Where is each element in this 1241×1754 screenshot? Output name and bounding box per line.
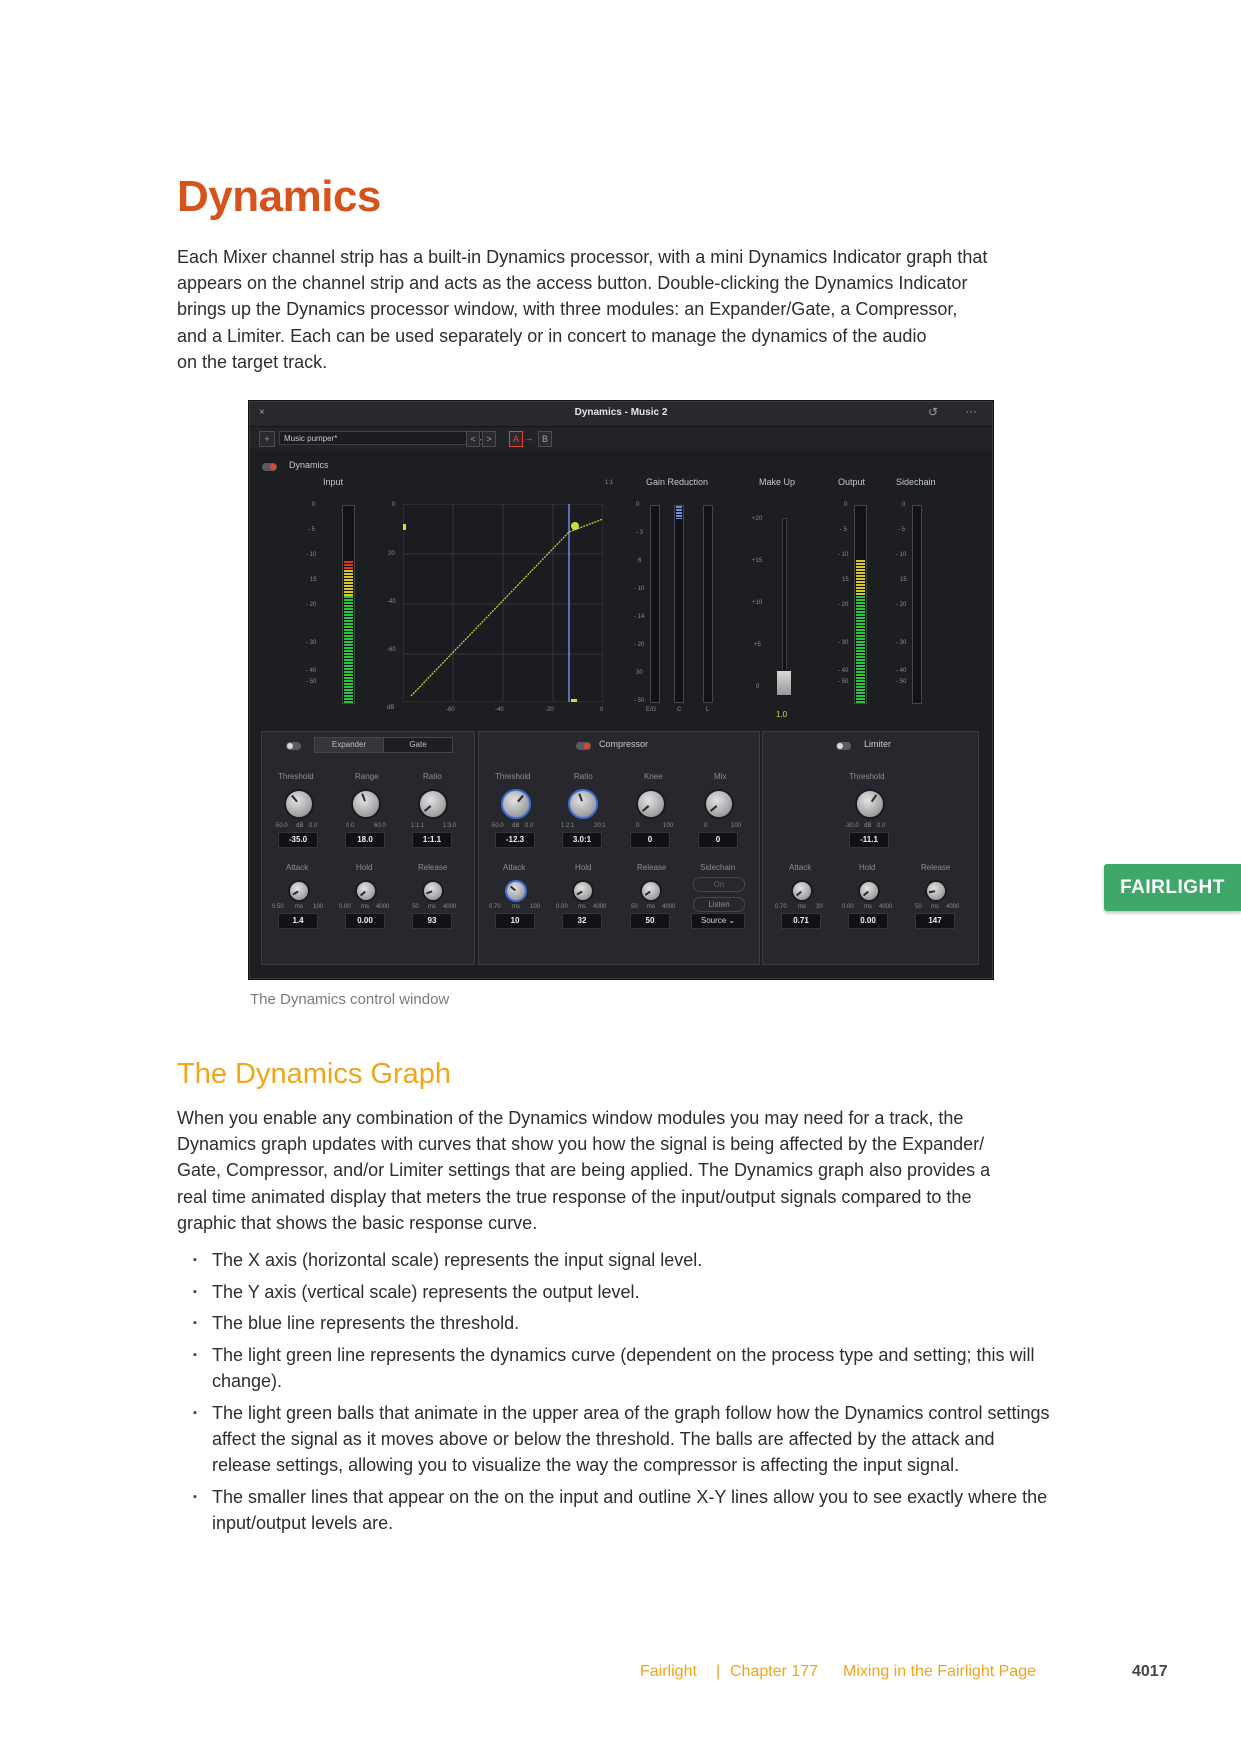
limiter-threshold-knob[interactable] <box>855 789 885 819</box>
knob-max: 4000 <box>593 904 607 910</box>
knob-max: 4000 <box>662 904 676 910</box>
makeup-tick: +15 <box>752 558 763 564</box>
knob-unit: ms <box>361 904 369 910</box>
footer-chapter: Chapter 177 <box>730 1663 819 1680</box>
copy-arrow-icon[interactable]: → <box>524 433 534 443</box>
intro-line: Each Mixer channel strip has a built-in Dynamics processor, with a mini Dynamics Indicator graph that <box>177 247 988 267</box>
scale-tick: - 10 <box>838 552 849 558</box>
preset-select[interactable] <box>279 431 489 445</box>
chapter-side-tab[interactable]: FAIRLIGHT <box>1104 864 1241 911</box>
bullet-list <box>177 1247 1057 1542</box>
knob-unit: ms <box>512 904 520 910</box>
input-label: Input <box>323 477 344 487</box>
compressor-release-knob[interactable] <box>640 880 662 902</box>
control-label: Threshold <box>278 772 314 781</box>
prev-preset-button[interactable]: < <box>466 431 480 447</box>
gr-tick: 6 <box>638 558 642 564</box>
scale-tick: 15 <box>842 577 849 583</box>
graph-y-tick: 20 <box>388 551 395 557</box>
next-preset-button[interactable]: > <box>482 431 496 447</box>
page-title: Dynamics <box>177 172 381 221</box>
makeup-tick: +5 <box>754 642 761 648</box>
makeup-value: 1.0 <box>776 710 788 719</box>
dynamics-window <box>249 401 993 979</box>
level-ball <box>571 522 579 530</box>
graph-y-tick: -40 <box>387 599 396 605</box>
control-label: Knee <box>644 772 663 781</box>
make-up-label: Make Up <box>759 477 796 487</box>
page-number: 4017 <box>1132 1663 1168 1680</box>
dynamics-graph <box>403 504 603 702</box>
expander-gr-meter <box>650 505 660 703</box>
list-item: ▪ The X axis (horizontal scale) represents the input signal level. <box>177 1247 1057 1273</box>
figure-caption: The Dynamics control window <box>250 991 450 1008</box>
compressor-toggle[interactable] <box>576 742 591 750</box>
output-level-marker <box>403 524 406 530</box>
sidechain-label: Sidechain <box>896 477 936 487</box>
knob-min: 50 <box>915 904 922 910</box>
control-label: Attack <box>286 863 309 872</box>
limiter-release-knob[interactable] <box>925 880 947 902</box>
knob-max: 0.0 <box>309 823 318 829</box>
compressor-panel <box>478 731 760 965</box>
section-line: Dynamics graph updates with curves that show you how the signal is being affected by the Expander/ <box>177 1134 985 1155</box>
expander-hold-knob[interactable] <box>355 880 377 902</box>
knob-max: 4000 <box>946 904 960 910</box>
ratio-tag: 1:1 <box>605 480 614 486</box>
intro-paragraph <box>177 244 1057 375</box>
control-label: Attack <box>503 863 526 872</box>
scale-tick: 15 <box>900 577 907 583</box>
limiter-title: Limiter <box>864 739 892 749</box>
gr-meter-label: C <box>677 707 682 713</box>
intro-line: appears on the channel strip and acts as the access button. Double-clicking the Dynamics Indicator <box>177 273 968 294</box>
scale-tick: - 20 <box>838 602 849 608</box>
knob-unit: ms <box>578 904 586 910</box>
scale-tick: - 30 <box>838 640 849 646</box>
compressor-attack-value[interactable]: 10 <box>495 913 535 929</box>
knob-unit: ms <box>798 904 806 910</box>
knob-min: 0 <box>636 823 640 829</box>
compressor-mix-value[interactable]: 0 <box>698 832 738 848</box>
scale-tick: - 5 <box>308 527 316 533</box>
graph-y-tick: 0 <box>392 502 396 508</box>
compressor-threshold-knob[interactable] <box>501 789 531 819</box>
scale-tick: - 50 <box>838 679 849 685</box>
gr-tick: - 3 <box>636 530 644 536</box>
compressor-hold-value[interactable]: 32 <box>562 913 602 929</box>
gr-tick: - 20 <box>634 642 645 648</box>
intro-line: brings up the Dynamics processor window, with three modules: an Expander/Gate, a Compressor, <box>177 299 958 320</box>
sidechain-on-button[interactable]: On <box>693 877 745 892</box>
limiter-gr-meter <box>703 505 713 703</box>
section-line: graphic that shows the basic response curve. <box>177 1212 538 1233</box>
compressor-title: Compressor <box>599 739 649 749</box>
compressor-attack-knob[interactable] <box>505 880 527 902</box>
knob-unit: dB <box>296 823 304 829</box>
gr-tick: - 50 <box>634 698 645 704</box>
control-label: Release <box>921 863 951 872</box>
limiter-threshold-value[interactable]: -11.1 <box>849 832 889 848</box>
list-item: ▪ The blue line represents the threshold. <box>177 1310 1057 1336</box>
expander-toggle[interactable] <box>286 742 301 750</box>
knob-min: -50.0 <box>274 823 288 829</box>
expander-ratio-knob[interactable] <box>418 789 448 819</box>
knob-min: 0.00 <box>842 904 854 910</box>
footer-section: Fairlight <box>640 1663 697 1680</box>
output-meter <box>854 505 867 704</box>
expander-release-knob[interactable] <box>422 880 444 902</box>
history-icon[interactable]: ↺ <box>928 405 939 419</box>
knob-max: 1:3.0 <box>443 823 457 829</box>
knob-unit: dB <box>512 823 520 829</box>
control-label: Threshold <box>849 772 885 781</box>
list-item: ▪ The smaller lines that appear on the on the input and outline X-Y lines allow you to see exactly where the input/output levels are. <box>177 1484 1057 1536</box>
limiter-attack-value[interactable]: 0.71 <box>781 913 821 929</box>
control-label: Threshold <box>495 772 531 781</box>
control-label: Ratio <box>423 772 442 781</box>
preset-name: Music pumper* <box>284 434 338 443</box>
gr-meter-label: L <box>706 707 710 713</box>
control-label: Attack <box>789 863 812 872</box>
knob-max: 60.0 <box>374 823 386 829</box>
input-meter-divider <box>346 505 351 702</box>
compressor-knee-knob[interactable] <box>636 789 666 819</box>
control-label: Ratio <box>574 772 593 781</box>
knob-max: 4000 <box>443 904 457 910</box>
limiter-panel <box>762 731 979 965</box>
graph-x-tick: 0 <box>600 707 604 713</box>
sidechain-control-label: Sidechain <box>700 863 736 872</box>
makeup-tick: 0 <box>756 684 760 690</box>
expander-hold-value[interactable]: 0.00 <box>345 913 385 929</box>
section-paragraph <box>177 1105 1057 1236</box>
more-options-icon[interactable]: ··· <box>965 404 977 418</box>
knob-max: 0.0 <box>525 823 534 829</box>
gr-tick: - 14 <box>634 614 645 620</box>
knob-min: 0.50 <box>272 904 284 910</box>
control-label: Mix <box>714 772 727 781</box>
compressor-ratio-knob[interactable] <box>568 789 598 819</box>
control-label: Hold <box>859 863 876 872</box>
footer-chapter-title: Mixing in the Fairlight Page <box>843 1663 1036 1680</box>
knob-max: 30 <box>816 904 823 910</box>
knob-max: 100 <box>530 904 541 910</box>
knob-max: 100 <box>313 904 324 910</box>
limiter-release-value[interactable]: 147 <box>915 913 955 929</box>
scale-tick: - 30 <box>306 640 317 646</box>
section-line: When you enable any combination of the Dynamics window modules you may need for a track, the <box>177 1108 964 1128</box>
gain-reduction-label: Gain Reduction <box>646 477 709 487</box>
compressor-mix-knob[interactable] <box>704 789 734 819</box>
knob-min: 0.0 <box>346 823 355 829</box>
knob-min: 0.70 <box>489 904 501 910</box>
knob-min: -50.0 <box>490 823 504 829</box>
scale-tick: - 10 <box>896 552 907 558</box>
makeup-tick: +20 <box>752 516 763 522</box>
graph-x-tick: -20 <box>545 707 554 713</box>
expander-range-knob[interactable] <box>351 789 381 819</box>
dynamics-toggle[interactable] <box>262 463 277 471</box>
compare-b-button[interactable]: B <box>538 431 552 447</box>
section-line: real time animated display that meters the true response of the input/output signals compared to the <box>177 1186 972 1207</box>
output-label: Output <box>838 477 866 487</box>
sidechain-listen-button[interactable]: Listen <box>693 897 745 912</box>
scale-tick: - 40 <box>306 668 317 674</box>
knob-max: 100 <box>731 823 742 829</box>
knob-max: 20:1 <box>594 823 606 829</box>
input-level-marker <box>571 699 577 702</box>
compressor-hold-knob[interactable] <box>572 880 594 902</box>
expander-panel <box>261 731 475 965</box>
control-label: Range <box>355 772 379 781</box>
scale-tick: - 50 <box>306 679 317 685</box>
limiter-attack-knob[interactable] <box>791 880 813 902</box>
gr-tick: 30 <box>636 670 643 676</box>
compressor-threshold-value[interactable]: -12.3 <box>495 832 535 848</box>
footer-separator: | <box>716 1663 721 1680</box>
knob-max: 0.0 <box>877 823 886 829</box>
expander-tab[interactable]: Expander <box>314 737 384 753</box>
makeup-fader-handle[interactable] <box>776 670 792 696</box>
scale-tick: 0 <box>844 502 848 508</box>
scale-tick: - 20 <box>306 602 317 608</box>
expander-range-value[interactable]: 18.0 <box>345 832 385 848</box>
scale-tick: - 5 <box>898 527 906 533</box>
knob-min: 1.2:1 <box>561 823 575 829</box>
scale-tick: - 40 <box>838 668 849 674</box>
knob-max: 100 <box>663 823 674 829</box>
makeup-tick: +10 <box>752 600 763 606</box>
list-item: ▪ The light green balls that animate in the upper area of the graph follow how the Dynamics control settings affect the signal as it moves above or below the threshold. The balls are affected by the attack and release settings, allowing you to visualize the way the compressor is affecting the input signal. <box>177 1400 1057 1479</box>
knob-min: 50 <box>631 904 638 910</box>
dynamics-label: Dynamics <box>289 460 329 470</box>
knob-min: 0.00 <box>339 904 351 910</box>
knob-unit: ms <box>428 904 436 910</box>
knob-unit: ms <box>295 904 303 910</box>
intro-line: and a Limiter. Each can be used separately or in concert to manage the dynamics of the audio <box>177 325 927 346</box>
intro-line: on the target track. <box>177 351 328 372</box>
section-line: Gate, Compressor, and/or Limiter settings that are being applied. The Dynamics graph also provides a <box>177 1160 991 1181</box>
scale-tick: 0 <box>312 502 316 508</box>
scale-tick: - 50 <box>896 679 907 685</box>
gr-tick: 0 <box>636 502 640 508</box>
knob-min: 1:1.1 <box>411 823 425 829</box>
graph-y-tick: dB <box>387 705 395 711</box>
knob-unit: dB <box>864 823 872 829</box>
sidechain-source-select[interactable]: Source ⌄ <box>691 913 745 929</box>
scale-tick: - 5 <box>840 527 848 533</box>
gr-tick: - 10 <box>634 586 645 592</box>
graph-x-tick: -60 <box>446 707 455 713</box>
scale-tick: 15 <box>310 577 317 583</box>
list-item: ▪ The light green line represents the dynamics curve (dependent on the process type and setting; this will change). <box>177 1342 1057 1394</box>
knob-unit: ms <box>931 904 939 910</box>
expander-threshold-value[interactable]: -35.0 <box>278 832 318 848</box>
limiter-hold-knob[interactable] <box>858 880 880 902</box>
gate-tab[interactable]: Gate <box>383 737 453 753</box>
compressor-knee-value[interactable]: 0 <box>630 832 670 848</box>
knob-max: 4000 <box>879 904 893 910</box>
window-title: Dynamics - Music 2 <box>574 407 668 418</box>
expander-ratio-value[interactable]: 1:1.1 <box>412 832 452 848</box>
scale-tick: - 40 <box>896 668 907 674</box>
limiter-hold-value[interactable]: 0.00 <box>848 913 888 929</box>
scale-tick: - 10 <box>306 552 317 558</box>
knob-min: 0.70 <box>775 904 787 910</box>
scale-tick: 0 <box>902 502 906 508</box>
control-label: Release <box>418 863 448 872</box>
expander-threshold-knob[interactable] <box>284 789 314 819</box>
gr-meter-label: E/G <box>646 707 657 713</box>
knob-min: 0 <box>704 823 708 829</box>
preset-toolbar <box>250 427 992 449</box>
scale-tick: - 20 <box>896 602 907 608</box>
control-label: Release <box>637 863 667 872</box>
knob-min: 50 <box>412 904 419 910</box>
expander-release-value[interactable]: 93 <box>412 913 452 929</box>
graph-x-tick: -40 <box>495 707 504 713</box>
expander-attack-knob[interactable] <box>288 880 310 902</box>
window-titlebar <box>250 402 992 427</box>
compressor-ratio-value[interactable]: 3.0:1 <box>562 832 602 848</box>
expander-attack-value[interactable]: 1.4 <box>278 913 318 929</box>
knob-max: 4000 <box>376 904 390 910</box>
add-preset-button[interactable]: + <box>259 431 275 447</box>
control-label: Hold <box>356 863 373 872</box>
control-label: Hold <box>575 863 592 872</box>
list-item: ▪ The Y axis (vertical scale) represents the output level. <box>177 1279 1057 1305</box>
section-title: The Dynamics Graph <box>177 1058 451 1090</box>
compressor-gr-meter <box>674 505 684 703</box>
knob-unit: ms <box>864 904 872 910</box>
compressor-release-value[interactable]: 50 <box>630 913 670 929</box>
graph-y-tick: -60 <box>387 647 396 653</box>
scale-tick: - 30 <box>896 640 907 646</box>
knob-min: -30.0 <box>845 823 859 829</box>
knob-min: 0.00 <box>556 904 568 910</box>
knob-unit: ms <box>647 904 655 910</box>
close-icon[interactable]: × <box>259 407 265 418</box>
compare-a-button[interactable]: A <box>509 431 523 447</box>
sidechain-meter <box>912 505 922 704</box>
limiter-toggle[interactable] <box>836 742 851 750</box>
